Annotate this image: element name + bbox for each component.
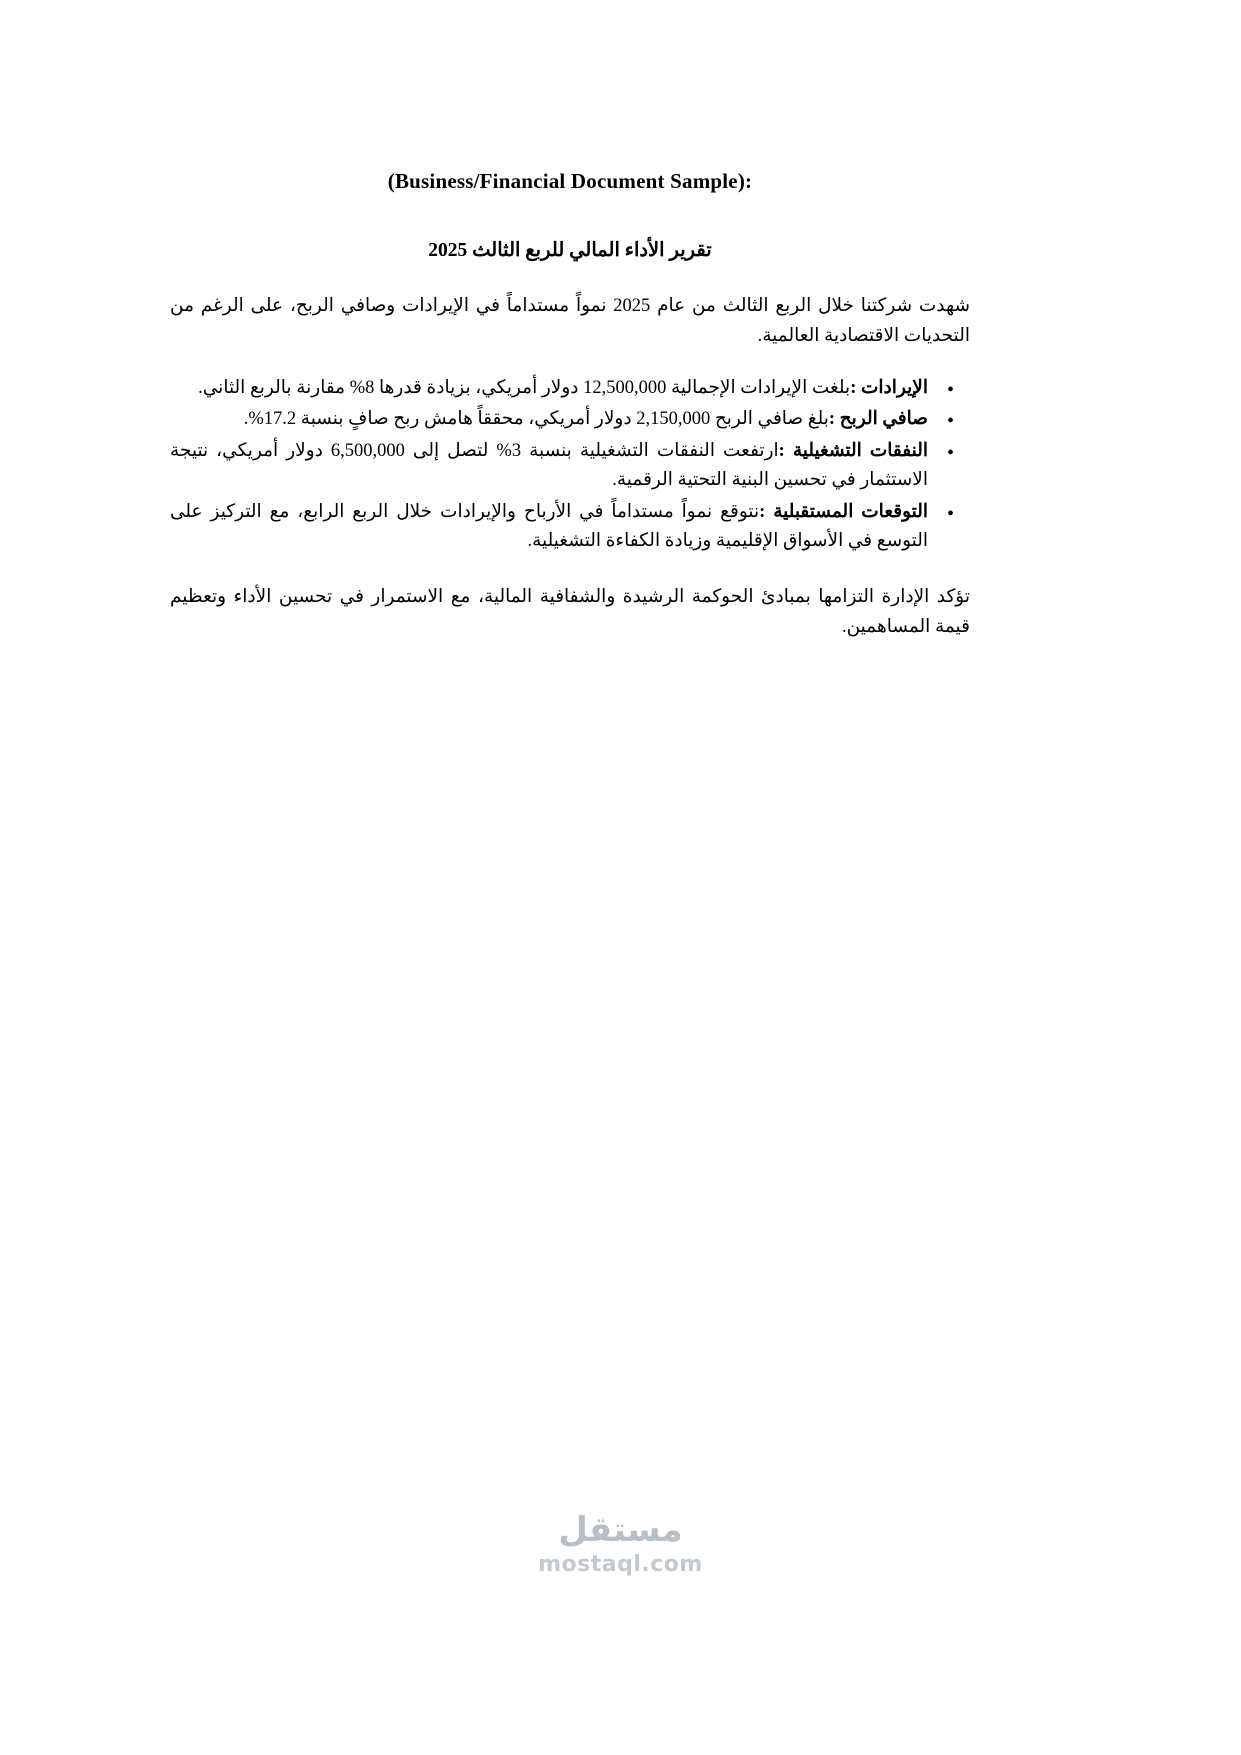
document-title-english: (Business/Financial Document Sample):	[387, 169, 753, 193]
bullet-point-icon: •	[946, 410, 954, 433]
document-heading-arabic: تقرير الأداء المالي للربع الثالث 2025	[428, 240, 712, 262]
intro-paragraph: شهدت شركتنا خلال الربع الثالث من عام 2025 نمواً مستداماً في الإيرادات وصافي الربح، على الرغم من التحديات الاقتصادية العالمية.	[170, 295, 971, 346]
list-item	[170, 405, 954, 435]
list-item-text: بلغت الإيرادات الإجمالية 12,500,000 دولار أمريكي، بزيادة قدرها 8% مقارنة بالربع الثاني.	[198, 377, 851, 398]
mostaql-logo-arabic: مستقل	[558, 1510, 683, 1551]
mostaql-watermark	[0, 1510, 1241, 1577]
list-item	[170, 374, 954, 404]
list-item-label: التوقعات المستقبلية :	[759, 501, 928, 522]
bullet-point-icon: •	[946, 378, 954, 401]
list-item-text: بلغ صافي الربح 2,150,000 دولار أمريكي، محققاً هامش ربح صافٍ بنسبة 17.2%.	[243, 409, 829, 430]
list-item-text: نتوقع نمواً مستداماً في الأرباح والإيرادات خلال الربع الرابع، مع التركيز على التوسع في الأسواق الإقليمية وزيادة الكفاءة التشغيلية.	[170, 501, 928, 552]
closing-paragraph: تؤكد الإدارة التزامها بمبادئ الحوكمة الرشيدة والشفافية المالية، مع الاستمرار في تحسين الأداء وتعظيم قيمة المساهمين.	[170, 587, 970, 638]
list-item	[170, 498, 954, 557]
list-item-label: النفقات التشغيلية :	[778, 440, 928, 461]
mostaql-logo-latin: mostaql.com	[538, 1551, 703, 1577]
list-item	[170, 437, 954, 496]
bullet-point-icon: •	[946, 502, 954, 525]
list-item-label: صافي الربح :	[828, 409, 928, 430]
bullet-point-icon: •	[946, 441, 954, 464]
financial-highlights-list	[170, 374, 970, 558]
list-item-text: ارتفعت النفقات التشغيلية بنسبة 3% لتصل إلى 6,500,000 دولار أمريكي، نتيجة الاستثمار في تحسين البنية التحتية الرقمية.	[170, 440, 928, 491]
list-item-label: الإيرادات :	[850, 377, 928, 398]
document-content	[170, 168, 970, 665]
